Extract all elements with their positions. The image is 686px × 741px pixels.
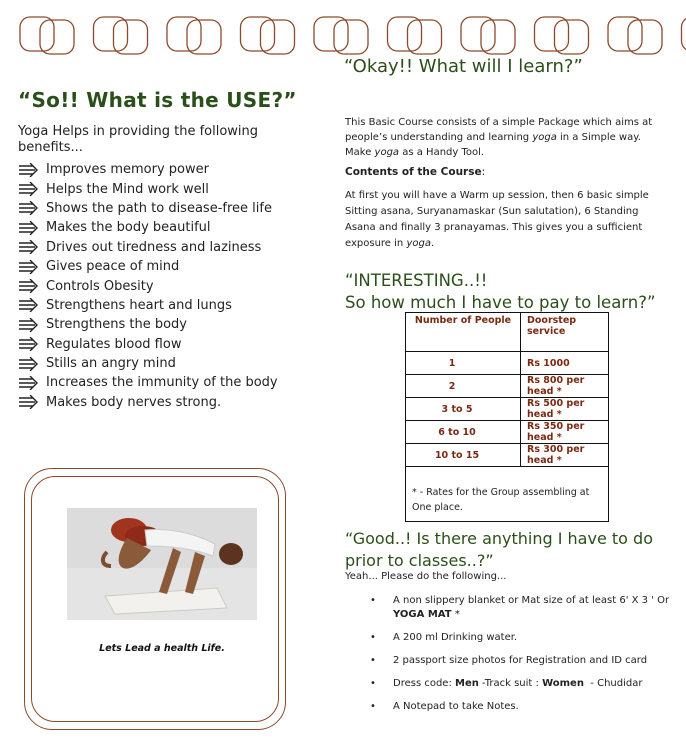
- border-ring: [628, 20, 662, 54]
- benefit-text: Increases the immunity of the body: [46, 375, 278, 391]
- list-item: [18, 276, 278, 295]
- course-desc-yoga: yoga: [532, 132, 557, 143]
- list-item: [18, 354, 278, 373]
- prior-classes-heading: “Good..! Is there anything I have to do prior to classes..?”: [345, 529, 653, 570]
- prior-classes-intro: Yeah... Please do the following...: [345, 571, 507, 582]
- list-item: [18, 315, 278, 334]
- border-ring: [682, 17, 686, 51]
- triple-arrow-icon: [18, 240, 40, 254]
- use-heading: “So!! What is the USE?”: [18, 88, 297, 112]
- price-cell: Rs 800 per head *: [521, 375, 609, 398]
- list-item: [18, 373, 278, 392]
- benefit-text: Makes the body beautiful: [46, 220, 211, 236]
- border-ring: [481, 20, 515, 54]
- border-ring: [241, 17, 275, 51]
- item-text: *: [451, 609, 460, 620]
- border-ring: [314, 17, 348, 51]
- benefits-list: [18, 160, 278, 412]
- course-desc-part: as a Handy Tool.: [399, 147, 485, 158]
- list-item: [18, 160, 278, 179]
- triple-arrow-icon: [18, 221, 40, 235]
- benefit-text: Makes body nerves strong.: [46, 394, 222, 410]
- triple-arrow-icon: [18, 376, 40, 390]
- triple-arrow-icon: [18, 201, 40, 215]
- border-ring: [40, 20, 74, 54]
- people-cell: 10 to 15: [406, 444, 521, 467]
- benefit-text: Controls Obesity: [46, 278, 154, 294]
- benefit-text: Improves memory power: [46, 162, 209, 178]
- bullet-icon: •: [370, 678, 376, 689]
- decorative-border: [0, 0, 686, 58]
- benefit-text: Strengthens the body: [46, 317, 187, 333]
- people-cell: 2: [406, 375, 521, 398]
- border-ring: [608, 17, 642, 51]
- list-item: [18, 257, 278, 276]
- table-row: [406, 421, 609, 444]
- item-text: A Notepad to take Notes.: [393, 701, 519, 712]
- triple-arrow-icon: [18, 279, 40, 293]
- table-note-row: [406, 467, 609, 522]
- benefit-text: Helps the Mind work well: [46, 181, 209, 197]
- list-item: [18, 335, 278, 354]
- price-cell: Rs 350 per head *: [521, 421, 609, 444]
- triple-arrow-icon: [18, 395, 40, 409]
- list-item: [370, 631, 680, 645]
- triple-arrow-icon: [18, 318, 40, 332]
- triple-arrow-icon: [18, 357, 40, 371]
- price-table: [405, 312, 609, 522]
- contents-desc-part: .: [430, 238, 435, 249]
- price-cell: Rs 1000: [521, 352, 609, 375]
- list-item: [370, 700, 680, 714]
- benefit-text: Gives peace of mind: [46, 259, 180, 275]
- table-row: [406, 375, 609, 398]
- list-item: [370, 654, 680, 668]
- list-item: [370, 594, 680, 622]
- border-ring: [20, 17, 54, 51]
- list-item: [18, 218, 278, 237]
- benefits-intro: Yoga Helps in providing the following benefits...: [18, 124, 259, 155]
- yoga-pose-photo: [67, 508, 257, 620]
- border-ring: [388, 17, 422, 51]
- table-row: [406, 444, 609, 467]
- border-ring: [167, 17, 201, 51]
- contents-heading-colon: :: [481, 166, 486, 178]
- contents-heading-text: Contents of the Course: [345, 166, 482, 178]
- triple-arrow-icon: [18, 298, 40, 312]
- people-cell: 6 to 10: [406, 421, 521, 444]
- benefit-text: Strengthens heart and lungs: [46, 297, 232, 313]
- benefit-text: Drives out tiredness and laziness: [46, 239, 262, 255]
- list-item: [18, 179, 278, 198]
- item-text: A 200 ml Drinking water.: [393, 632, 518, 643]
- benefit-text: Shows the path to disease-free life: [46, 200, 272, 216]
- item-text: -Track suit :: [478, 678, 543, 689]
- border-ring: [94, 17, 128, 51]
- people-cell: 1: [406, 352, 521, 375]
- border-ring: [187, 20, 221, 54]
- contents-desc-yoga: yoga: [406, 238, 431, 249]
- table-row: [406, 352, 609, 375]
- item-text-bold: YOGA MAT: [393, 609, 452, 620]
- bullet-icon: •: [370, 655, 376, 666]
- list-item: [370, 677, 680, 691]
- contents-description: [345, 188, 665, 252]
- header-doorstep-service: Doorstep service: [521, 313, 609, 352]
- learn-heading: “Okay!! What will I learn?”: [344, 56, 583, 77]
- item-text: 2 passport size photos for Registration and ID card: [393, 655, 648, 666]
- benefit-text: Stills an angry mind: [46, 356, 176, 372]
- table-row: [406, 398, 609, 421]
- item-text: A non slippery blanket or Mat size of at least 6' X 3 ' Or: [393, 595, 670, 606]
- item-text-bold: Men: [455, 678, 479, 689]
- border-ring: [408, 20, 442, 54]
- preparation-list: [370, 594, 680, 723]
- header-number-of-people: Number of People: [406, 313, 521, 352]
- bullet-icon: •: [370, 632, 376, 643]
- bullet-icon: •: [370, 595, 376, 606]
- item-text: - Chudidar: [583, 678, 643, 689]
- pay-heading-line2: So how much I have to pay to learn?”: [345, 293, 656, 312]
- list-item: [18, 393, 278, 412]
- triple-arrow-icon: [18, 182, 40, 196]
- price-cell: Rs 500 per head *: [521, 398, 609, 421]
- border-ring: [555, 20, 589, 54]
- item-text-bold: Women: [542, 678, 584, 689]
- list-item: [18, 238, 278, 257]
- course-description: [345, 115, 665, 160]
- border-ring: [261, 20, 295, 54]
- contents-desc-part: At first you will have a Warm up session, then 6 basic simple Sitting asana, Suryanamaskar (Sun salutation), 6 Standing Asana and finally 3 pranayamas. This gives you a sufficient exposure in: [345, 190, 649, 249]
- pay-heading-line1: “INTERESTING..!!: [345, 271, 488, 290]
- course-desc-part: in a Simple way. Make: [345, 132, 641, 158]
- border-ring: [461, 17, 495, 51]
- bullet-icon: •: [370, 701, 376, 712]
- list-item: [18, 199, 278, 218]
- pay-heading: [345, 270, 656, 314]
- people-cell: 3 to 5: [406, 398, 521, 421]
- table-header-row: [406, 313, 609, 352]
- item-text: Dress code:: [393, 678, 456, 689]
- triple-arrow-icon: [18, 337, 40, 351]
- triple-arrow-icon: [18, 260, 40, 274]
- course-desc-yoga: yoga: [374, 147, 400, 158]
- border-ring: [114, 20, 148, 54]
- border-ring: [334, 20, 368, 54]
- course-desc-part: This Basic Course consists of a simple Package which aims at people’s understanding and learning: [345, 117, 653, 143]
- benefit-text: Regulates blood flow: [46, 336, 182, 352]
- triple-arrow-icon: [18, 163, 40, 177]
- list-item: [18, 296, 278, 315]
- price-cell: Rs 300 per head *: [521, 444, 609, 467]
- contents-heading: [345, 166, 485, 178]
- table-note: * - Rates for the Group assembling at One place.: [406, 467, 609, 522]
- photo-caption: Lets Lead a health Life.: [99, 643, 225, 654]
- border-ring: [535, 17, 569, 51]
